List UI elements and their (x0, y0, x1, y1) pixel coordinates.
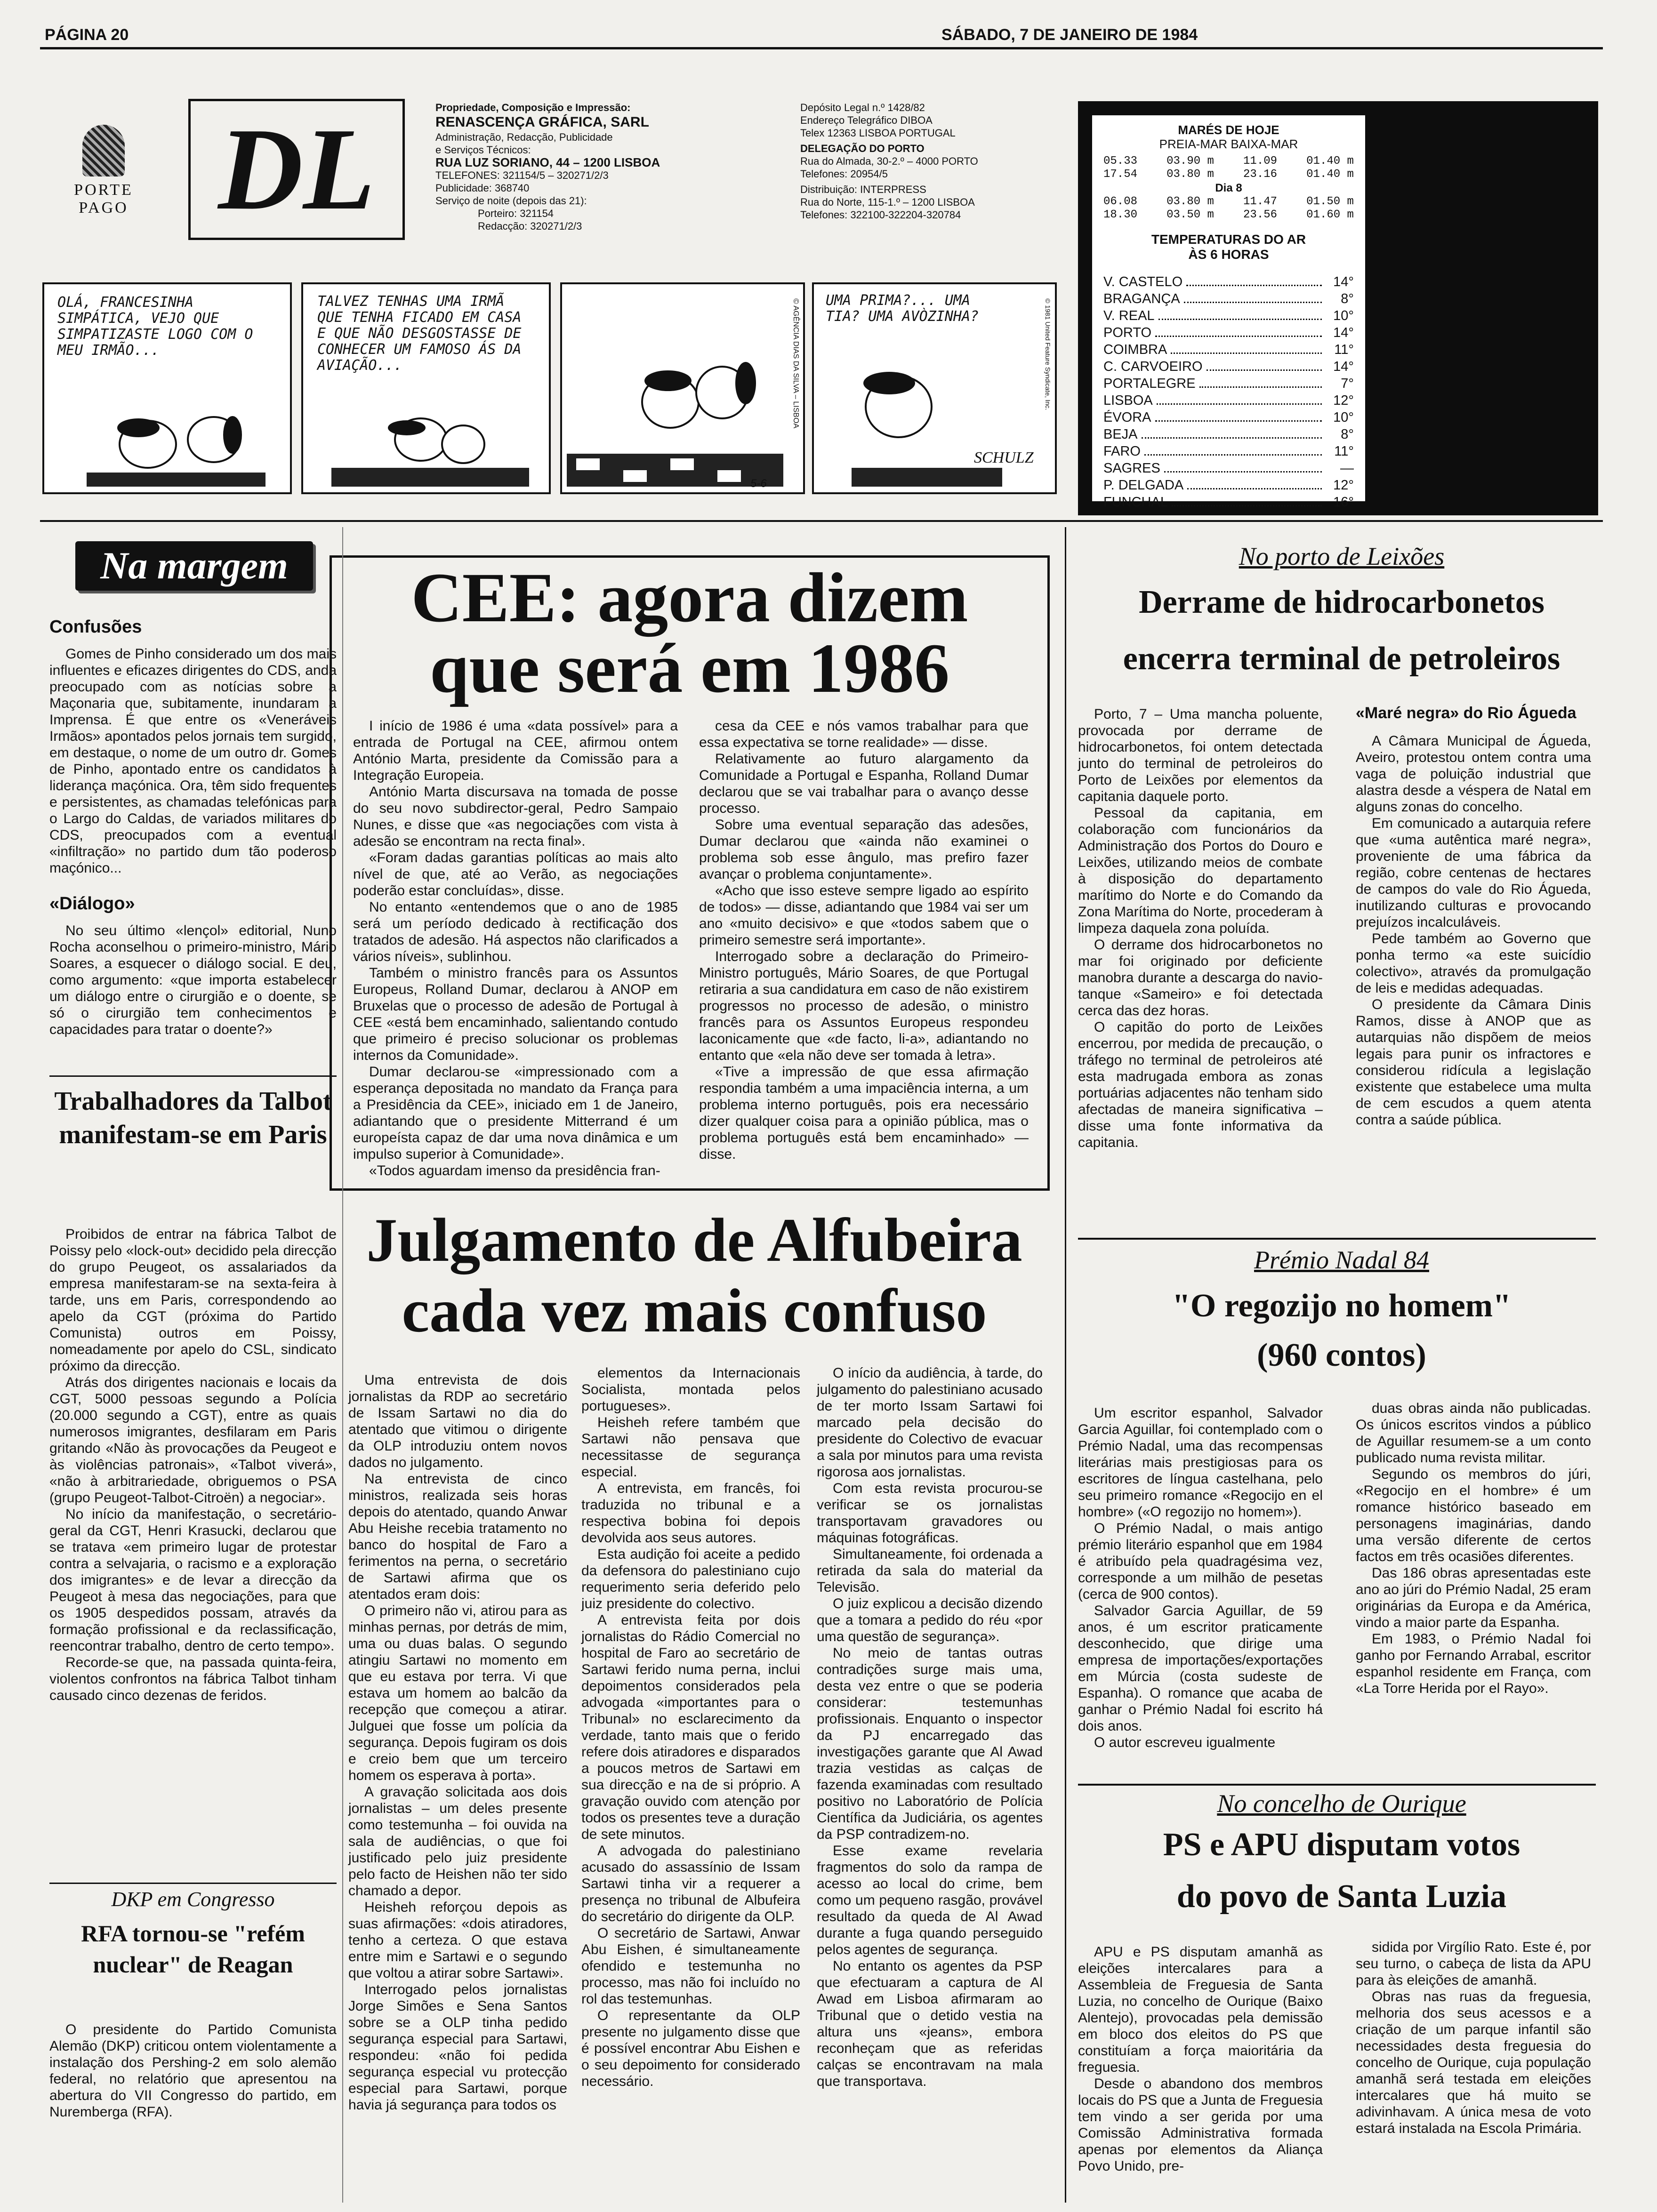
dkp-kicker: DKP em Congresso (111, 1888, 275, 1911)
leader-dots (1142, 426, 1322, 439)
leixoes-column-2-text (1356, 733, 1591, 1128)
article-paragraph: O autor escreveu igualmente (1094, 1735, 1276, 1750)
leader-dots (1158, 307, 1322, 320)
temp-value: — (1340, 461, 1354, 476)
cee-column-2 (699, 718, 1029, 1162)
temp-value: 8° (1341, 291, 1354, 306)
header-rule (40, 47, 1603, 49)
cee-headline: CEE: agora dizem (411, 559, 968, 637)
article-paragraph: Relativamente ao futuro alargamento da Comunidade a Portugal e Espanha, Rolland Dumar declarou que se vai trabalhar para o avanço desse processo. (699, 751, 1029, 816)
article-paragraph: O Prémio Nadal, o mais antigo prémio literário espanhol que em 1984 é atribuído pela quadragésima vez, corresponde a um milhão de pesetas (cerca de 900 contos). (1078, 1521, 1323, 1602)
tides-table (1103, 195, 1354, 222)
article-paragraph: Pessoal da capitania, em colaboração com funcionários da Administração dos Portos do Douro e Leixões, utilizando meios de combate à disposição do departamento marítimo do Norte e do Comando da Zona Marítima do Norte, procederam à limpeza daquela zona poluída. (1078, 805, 1323, 936)
na-margem-section (49, 617, 337, 1038)
na-margem-title: Na margem (100, 544, 288, 587)
section-rule (1078, 1784, 1596, 1786)
publisher-line: TELEFONES: 321154/5 – 320271/2/3 (435, 169, 609, 181)
column-divider (1065, 527, 1066, 2203)
leader-dots (1155, 324, 1322, 337)
article-paragraph: APU e PS disputam amanhã as eleições intercalares para a Assembleia de Freguesia de Santa Luzia, no concelho de Ourique (Baixo Alentejo), provocadas pela demissão em bloco dos eleitos do PS que constituíam a força maioritária da freguesia. (1078, 1944, 1323, 2075)
publisher-line: Propriedade, Composição e Impressão: (435, 102, 631, 113)
tides-title: MARÉS DE HOJE (1178, 123, 1279, 137)
article-paragraph: Dumar declarou-se «impressionado com a esperança depositada no mandato da França para a Presidência da CEE», iniciado em 1 de Janeiro, adiantando que o presidente Mitterrand é um europeísta capaz de dar uma nova dinâmica e um impulso superior à Comunidade». (353, 1064, 678, 1162)
leader-dots (1186, 273, 1322, 286)
leixoes-column-1 (1078, 706, 1323, 1151)
tide-cell: 03.50 m (1166, 208, 1214, 221)
masthead-logo: DL (218, 104, 375, 234)
article-paragraph: cesa da CEE e nós vamos trabalhar para que essa expectativa se torne realidade» — disse. (699, 718, 1029, 750)
nadal-headline: (960 contos) (1257, 1337, 1426, 1373)
article-paragraph: O representante da OLP presente no julgamento disse que é possível encontrar Abu Eishen e o seu depoimento for considerado necessário. (581, 2008, 800, 2089)
page-date: SÁBADO, 7 DE JANEIRO DE 1984 (941, 26, 1198, 44)
section-rule (40, 520, 1603, 522)
na-margem-text: No seu último «lençol» editorial, Nuno Rocha aconselhou o primeiro-ministro, Mário Soares, a esquecer o diálogo social. E deu, como argumento: «que importa estabelecer um diálogo entre o cirurgião e o doente, se só o cirurgião tem conhecimentos e capacidades para tratar o doente?» (49, 923, 337, 1037)
legal-line: Endereço Telegráfico DIBOA (800, 114, 933, 126)
leader-dots (1155, 409, 1322, 422)
article-paragraph: Em 1983, o Prémio Nadal foi ganho por Fernando Arrabal, escritor espanhol residente em França, com «La Torre Herida por el Rayo». (1356, 1631, 1591, 1696)
temp-value: 14° (1333, 359, 1354, 374)
legal-info (800, 101, 1054, 221)
leixoes-subhead: «Maré negra» do Rio Águeda (1356, 704, 1577, 722)
temp-row (1103, 273, 1354, 290)
article-paragraph: No entanto os agentes da PSP que efectuaram a captura de Al Awad em Lisboa afirmaram ao Tribunal que o detido vestia na altura uns «jeans», embora reconheçam que as referidas calças se encontravam na mala que transportava. (817, 1958, 1043, 2089)
article-paragraph: No início da manifestação, o secretário-geral da CGT, Henri Krasucki, declarou que se tratava «em primeiro lugar de protestar contra a selvajaria, o racismo e a exploração dos imigrantes» e de levar a direcção da Peugeot à mesa das negociações, para que os 1905 despedidos possam, através da formação profissional e da reclassificação, reencontrar trabalho, dentro de certo tempo». (49, 1507, 337, 1654)
tide-row (1103, 195, 1354, 208)
leader-dots (1199, 375, 1322, 388)
weather-box (1078, 101, 1598, 515)
article-paragraph: Um escritor espanhol, Salvador Garcia Aguillar, foi contemplado com o Prémio Nadal, uma das recompensas literárias mais prestigiosas para os escritores de língua castelhana, pelo seu primeiro romance «Regocijo en el hombre» («O regozijo no homem»). (1078, 1405, 1323, 1520)
ourique-column-2 (1356, 1939, 1591, 2137)
comic-signature: SCHULZ (974, 449, 1034, 466)
comic-balloon: OLÁ, FRANCESINHA SIMPÁTICA, VEJO QUE SIMPATIZASTE LOGO COM O MEU IRMÃO... (57, 294, 253, 359)
article-paragraph: Segundo os membros do júri, «Regocijo en el hombre» é um romance histórico baseado em personagens imaginárias, dando uma versão diferente de certos factos em três ocasiões diferentes. (1356, 1467, 1591, 1564)
dkp-headline: RFA tornou-se "refém nuclear" de Reagan (81, 1920, 305, 1978)
nadal-column-2 (1356, 1400, 1591, 1697)
temp-row (1103, 443, 1354, 460)
temp-value: 10° (1333, 410, 1354, 425)
publisher-line: e Serviços Técnicos: (435, 144, 531, 156)
snoopy-drawing-icon (72, 388, 275, 491)
temp-city: PORTO (1103, 325, 1152, 340)
tide-cell: 03.80 m (1166, 168, 1214, 181)
article-paragraph: I início de 1986 é uma «data possível» para a entrada de Portugal na CEE, afirmou ontem António Marta, presidente da Comissão para a Integração Europeia. (353, 718, 678, 783)
leader-dots (1184, 290, 1322, 303)
alfubeira-headline: cada vez mais confuso (402, 1276, 987, 1345)
tide-cell: 23.16 (1243, 168, 1278, 181)
temp-city: COIMBRA (1103, 342, 1167, 357)
column-divider (342, 527, 343, 2203)
tide-row (1103, 168, 1354, 181)
leader-dots (1187, 477, 1322, 489)
tide-row (1103, 155, 1354, 168)
temp-city: BEJA (1103, 427, 1138, 442)
comic-panel-2 (301, 282, 551, 494)
tide-cell: 01.40 m (1306, 155, 1354, 168)
article-paragraph: Em comunicado a autarquia refere que «uma autêntica maré negra», proveniente de uma fábrica da região, cobre centenas de hectares de campos do vale do Rio Águeda, inutilizando culturas e provocando prejuízos incalculáveis. (1356, 816, 1591, 930)
alfubeira-column-3 (817, 1365, 1043, 2090)
alfubeira-column-2 (581, 1365, 800, 2090)
comic-date: 5-6 (750, 477, 767, 490)
article-paragraph: Porto, 7 – Uma mancha poluente, provocada por derrame de hidrocarbonetos, foi ontem detectada junto do terminal de petroleiros do Porto de Leixões por elementos da capitania daquele porto. (1078, 706, 1323, 804)
leixoes-headline: encerra terminal de petroleiros (1123, 641, 1560, 677)
article-paragraph: A entrevista feita por dois jornalistas do Rádio Comercial no hospital de Faro ao secretário de Sartawi ferido numa perna, inclui depoimentos considerados pela advogada «importantes para o Tribunal» no esclarecimento da verdade, tanto mais que o ferido refere dois atiradores e disparados a poucos metros de Sartawi em sua direcção e na de si próprio. A gravação ouvido com atenção por todos os presentes teve a duração de sete minutos. (581, 1612, 800, 1842)
article-paragraph: Interrogado sobre a declaração do Primeiro-Ministro português, Mário Soares, de que Portugal retiraria a sua candidatura em caso de não existirem progressos no processo de adesão, o ministro francês para os Assuntos Europeus respondeu laconicamente que «de facto, li-a», adiantando no entanto que «ela não deve ser tomada à letra». (699, 949, 1029, 1063)
snoopy-drawing-icon (823, 341, 1012, 491)
article-paragraph: O juiz explicou a decisão dizendo que a tomara a pedido do réu «por uma questão de segurança». (817, 1596, 1043, 1644)
tides-table (1103, 155, 1354, 181)
alfubeira-column-1 (348, 1372, 567, 2113)
comic-credit: © 1981 United Feature Syndicate, Inc. (1044, 298, 1052, 410)
publisher-address: RUA LUZ SORIANO, 44 – 1200 LISBOA (435, 155, 660, 169)
comic-balloon: TALVEZ TENHAS UMA IRMÃ QUE TENHA FICADO EM CASA E QUE NÃO DESGOSTASSE DE CONHECER UM FAMOSO ÁS DA AVIAÇÃO... (317, 293, 522, 374)
article-paragraph: O secretário de Sartawi, Anwar Abu Eishen, é simultaneamente ofendido e testemunha no processo, mas não foi incluído no rol das testemunhas. (581, 1925, 800, 2007)
temp-row (1103, 324, 1354, 341)
masthead-logo-box (188, 99, 405, 240)
temp-value: 16° (1333, 495, 1354, 510)
page-number: PÁGINA 20 (45, 26, 129, 44)
porte-pago-label: PORTE PAGO (74, 181, 133, 216)
article-paragraph: O derrame dos hidrocarbonetos no mar foi originado por deficiente manobra durante a descarga do navio-tanque «Sameiro» e foi detectada cerca das dez horas. (1078, 937, 1323, 1018)
article-paragraph: Salvador Garcia Aguillar, de 59 anos, é um escritor praticamente desconhecido, que dirige uma empresa de importações/exportações em Múrcia (costa sudeste de Espanha). O romance que acaba de ganhar o Prémio Nadal foi escrito há dois anos. (1078, 1603, 1323, 1734)
temp-city: SAGRES (1103, 461, 1160, 476)
publisher-line: Administração, Redacção, Publicidade (435, 131, 613, 143)
article-paragraph: Sobre uma eventual separação das adesões, Dumar declarou que «ainda não examinei o problema sob esse ângulo, mas prefiro fazer avançar o problema conjuntamente». (699, 817, 1029, 882)
legal-line: Depósito Legal n.º 1428/82 (800, 102, 925, 113)
publisher-info (435, 101, 756, 232)
article-paragraph: No meio de tantas outras contradições surge mais uma, desta vez entre o que se poderia considerar: testemunhas profissionais. Enquanto o inspector da PJ encarregado das investigações garante que Al Awad trazia vestidas as calças de fazenda examinadas com resultado positivo no Laboratório de Polícia Científica da Judiciária, os agentes da PSP contradizem-no. (817, 1645, 1043, 1842)
article-paragraph: Esse exame revelaria fragmentos do solo da rampa de acesso ao local do crime, bem como um pequeno rasgão, provável resultado da queda de Al Awad durante a fuga quando perseguido pelos agentes de segurança. (817, 1843, 1043, 1957)
talbot-headline: Trabalhadores da Talbot manifestam-se em Paris (54, 1087, 332, 1149)
comic-panel-3 (560, 282, 805, 494)
comic-credit: © AGÊNCIA DIAS DA SILVA – LISBOA (792, 298, 800, 429)
column-rule (49, 1883, 337, 1884)
tide-cell: 01.50 m (1306, 195, 1354, 208)
article-paragraph: elementos da Internacionais Socialista, montada pelos portugueses». (581, 1365, 800, 1414)
tide-cell: 18.30 (1103, 208, 1138, 221)
snoopy-drawing-icon (322, 411, 534, 491)
legal-line: Telefones: 20954/5 (800, 168, 888, 180)
publisher-line: Porteiro: 321154 (478, 208, 554, 219)
temp-city: V. CASTELO (1103, 274, 1183, 289)
article-paragraph: A Câmara Municipal de Águeda, Aveiro, protestou ontem contra uma vaga de poluição industrial que alastra desde a véspera de Natal em alguns zonas do concelho. (1356, 733, 1591, 815)
temp-city: P. DELGADA (1103, 478, 1184, 493)
article-paragraph: Das 186 obras apresentadas este ano ao júri do Prémio Nadal, 25 eram originárias da Europa e da América, vindo a maior parte da Espanha. (1356, 1565, 1591, 1630)
tide-cell: 01.60 m (1306, 208, 1354, 221)
section-rule (1078, 1238, 1596, 1240)
article-paragraph: António Marta discursava na tomada de posse do seu novo subdirector-geral, Pedro Sampaio Nunes, e disse que «as negociações com vista à adesão se encontram na recta final». (353, 784, 678, 849)
legal-line: Telefones: 322100-322204-320784 (800, 209, 961, 221)
nadal-headline: "O regozijo no homem" (1172, 1288, 1511, 1324)
temp-row (1103, 460, 1354, 477)
leixoes-column-2 (1356, 704, 1591, 1128)
legal-line: Rua do Almada, 30-2.º – 4000 PORTO (800, 155, 978, 167)
article-paragraph: Na entrevista de cinco ministros, realizada seis horas depois do atentado, quando Anwar Abu Heishe recebia tratamento no banco do hospital de Faro a ferimentos na perna, o secretário de Sartawi afirma que os atentados eram dois: (348, 1471, 567, 1602)
temps-subtitle: ÀS 6 HORAS (1188, 247, 1269, 262)
na-margem-subhead: «Diálogo» (49, 894, 135, 914)
article-paragraph: Heisheh reforçou depois as suas afirmações: «dois atiradores, tenho a certeza. O que estava entre mim e Sartawi e o segundo que voltou a atirar sobre Sartawi». (348, 1899, 567, 1981)
temp-row (1103, 290, 1354, 307)
article-paragraph: O início da audiência, à tarde, do julgamento do palestiniano acusado de ter morto Issam Sartawi foi marcado pela decisão do presidente do Colectivo de evacuar a sala por minutos para uma revista rigorosa aos jornalistas. (817, 1365, 1043, 1480)
temp-city: FUNCHAL (1103, 495, 1168, 510)
leader-dots (1172, 494, 1322, 506)
leader-dots (1207, 358, 1322, 371)
article-paragraph: O presidente da Câmara Dinis Ramos, disse à ANOP que as autarquias não dispõem de meios legais para punir os infractores e considerou ridícula a legislação existente que estabelece uma multa de cem escudos a quem atenta contra a saúde pública. (1356, 997, 1591, 1128)
temp-row (1103, 477, 1354, 494)
column-rule (49, 1075, 337, 1077)
publisher-line: Publicidade: 368740 (435, 182, 530, 194)
publisher-name: RENASCENÇA GRÁFICA, SARL (435, 114, 649, 130)
tide-cell: 23.56 (1243, 208, 1278, 221)
porte-pago-stamp (61, 106, 146, 214)
temp-value: 12° (1333, 393, 1354, 408)
temp-city: C. CARVOEIRO (1103, 359, 1203, 374)
tide-cell: 17.54 (1103, 168, 1138, 181)
article-paragraph: Obras nas ruas da freguesia, melhoria dos seus acessos e a criação de um parque infantil são necessidades desta freguesia do concelho de Ourique, cuja população amanhã será testada em eleições intercalares que há muito se adivinhavam. A única mesa de voto estará instalada na Escola Primária. (1356, 1989, 1591, 2136)
article-paragraph: «Foram dadas garantias políticas ao mais alto nível de que, até ao Verão, as negociações poderão estar concluídas», disse. (353, 850, 678, 898)
snoopy-drawing-icon (562, 284, 805, 494)
temp-row (1103, 392, 1354, 409)
legal-line: Rua do Norte, 115-1.º – 1200 LISBOA (800, 196, 975, 208)
article-paragraph: Desde o abandono dos membros locais do PS que a Junta de Freguesia tem vindo a ser gerida por uma Comissão Administrativa formada apenas por elementos da Aliança Povo Unido, pre- (1078, 2076, 1323, 2174)
temp-city: FARO (1103, 444, 1141, 459)
leader-dots (1171, 341, 1322, 354)
cee-headline: que será em 1986 (430, 629, 949, 707)
nadal-kicker: Prémio Nadal 84 (1254, 1246, 1429, 1274)
temp-value: 7° (1341, 376, 1354, 391)
temp-row (1103, 307, 1354, 324)
temp-value: 12° (1333, 478, 1354, 493)
article-paragraph: O capitão do porto de Leixões encerrou, por medida de precaução, o tráfego no terminal de petroleiros até esta madrugada embora as zonas portuárias adjacentes não tenham sido afectadas de maneira significativa – disse uma fonte informativa da capitania. (1078, 1019, 1323, 1150)
dkp-article: O presidente do Partido Comunista Alemão (DKP) criticou ontem violentamente a instalação dos Pershing-2 em solo alemão federal, no relatório que apresentou na abertura do VII Congresso do partido, em Nuremberga (RFA). (49, 2022, 337, 2120)
temp-value: 11° (1334, 444, 1354, 459)
weather-panel (1092, 115, 1365, 510)
temp-row (1103, 426, 1354, 443)
publisher-line: Serviço de noite (depois das 21): (435, 195, 587, 207)
article-paragraph: Heisheh refere também que Sartawi não pensava que necessitasse de segurança especial. (581, 1415, 800, 1480)
article-paragraph: «Todos aguardam imenso da presidência fran- (369, 1163, 660, 1178)
temp-value: 11° (1334, 342, 1354, 357)
legal-line: DELEGAÇÃO DO PORTO (800, 143, 925, 154)
tides-day-label: Dia 8 (1215, 182, 1242, 194)
tides-subtitle: PREIA-MAR BAIXA-MAR (1159, 137, 1298, 151)
temp-row (1103, 409, 1354, 426)
ourique-headline: PS e APU disputam votos (1163, 1827, 1520, 1863)
tide-cell: 06.08 (1103, 195, 1138, 208)
temp-row (1103, 375, 1354, 392)
na-margem-banner (75, 541, 313, 591)
legal-line: Distribuição: INTERPRESS (800, 184, 926, 195)
comic-panel-1 (42, 282, 292, 494)
temp-row (1103, 341, 1354, 358)
temp-city: BRAGANÇA (1103, 291, 1180, 306)
temp-city: LISBOA (1103, 393, 1153, 408)
na-margem-text: Gomes de Pinho considerado um dos mais influentes e eficazes dirigentes do CDS, anda preocupado com as notícias sobre a Maçonaria que, subitamente, inundaram a Imprensa. É que entre os «Veneráveis Irmãos» apontados pelos jornais tem surgido, em destaque, o nome de um outro dr. Gomes de Pinho, apontado entre os candidatos à liderança maçónica. Ora, têm sido frequentes e persistentes, as chamadas telefónicas para o Largo do Caldas, de variados militares do CDS, preocupados com a eventual «infiltração» no partido dum tão poderoso maçónico... (49, 646, 337, 876)
article-paragraph: O primeiro não vi, atirou para as minhas pernas, por detrás de mim, uma ou duas balas. O segundo atingiu Sartawi no momento em que eu estava por terra. Vi que estava um homem ao balcão da recepção que começou a atirar. Julguei que fosse um polícia da segurança. Depois fugiram os dois e creio bem que um terceiro homem os esperava à porta». (348, 1603, 567, 1783)
temp-city: PORTALEGRE (1103, 376, 1196, 391)
temp-row (1103, 358, 1354, 375)
legal-line: Telex 12363 LISBOA PORTUGAL (800, 127, 956, 139)
temp-value: 14° (1333, 325, 1354, 340)
leixoes-kicker: No porto de Leixões (1239, 542, 1445, 570)
temp-value: 14° (1333, 274, 1354, 289)
nadal-column-1 (1078, 1405, 1323, 1751)
alfubeira-headline: Julgamento de Alfubeira (366, 1205, 1022, 1274)
tide-cell: 11.47 (1243, 195, 1278, 208)
tide-cell: 03.90 m (1166, 155, 1214, 168)
comic-balloon: UMA PRIMA?... UMA TIA? UMA AVÒZINHA? (826, 292, 979, 325)
leixoes-headline: Derrame de hidrocarbonetos (1139, 584, 1544, 620)
leader-dots (1157, 392, 1322, 405)
article-paragraph: A gravação solicitada aos dois jornalistas – um deles presente como testemunha – foi ouvida na sala de audiências, o que foi justificado pelo juiz presidente pelo facto de Heishen não ter sido chamado a depor. (348, 1784, 567, 1899)
ourique-kicker: No concelho de Ourique (1217, 1789, 1466, 1818)
temps-list (1103, 273, 1354, 511)
temp-value: 10° (1333, 308, 1354, 323)
article-paragraph: «Tive a impressão de que essa afirmação respondia também a uma impaciência interna, a um problema interno português, pois era necessário dizer qualquer coisa para a opinião pública, mas o problema português está bem encaminhado» — disse. (699, 1064, 1029, 1162)
leader-dots (1164, 460, 1322, 473)
article-paragraph: Recorde-se que, na passada quinta-feira, violentos confrontos na fábrica Talbot tinham causado cinco dezenas de feridos. (49, 1655, 337, 1703)
temp-row (1103, 494, 1354, 511)
article-paragraph: Simultaneamente, foi ordenada a retirada da sala do material da Televisão. (817, 1547, 1043, 1595)
na-margem-subhead: Confusões (49, 617, 142, 637)
coat-of-arms-icon (82, 125, 125, 176)
ourique-column-1 (1078, 1944, 1323, 2174)
tide-cell: 03.80 m (1166, 195, 1214, 208)
temps-title: TEMPERATURAS DO AR (1151, 232, 1306, 247)
comic-panel-4 (812, 282, 1057, 494)
article-paragraph: duas obras ainda não publicadas. Os únicos escritos vindos a público de Aguillar resumem-se a um conto publicado numa revista militar. (1356, 1401, 1591, 1466)
article-paragraph: Interrogado pelos jornalistas Jorge Simões e Sena Santos sobre se a OLP tinha pedido segurança especial para Sartawi, respondeu: «não foi pedida segurança especial vu protecção especial para Sartawi, porque havia já segurança para todos os (348, 1982, 567, 2113)
temp-city: V. REAL (1103, 308, 1155, 323)
article-paragraph: Atrás dos dirigentes nacionais e locais da CGT, 5000 pessoas segundo a Polícia (20.000 segundo a CGT), entre as quais numerosos imigrantes, desfilaram em Paris gritando «Não às provocações da Peugeot e às violências patronais», «Talbot viverá», «não à arbitrariedade, obriguemos o PSA (grupo Peugeot-Talbot-Citroën) a negociar». (49, 1375, 337, 1506)
article-paragraph: A entrevista, em francês, foi traduzida no tribunal e a respectiva bobina foi depois devolvida aos seus autores. (581, 1481, 800, 1546)
article-paragraph: No entanto «entendemos que o ano de 1985 será um período dedicado à rectificação dos tratados de adesão. Há aspectos não clarificados a vários níveis», sublinhou. (353, 899, 678, 964)
article-paragraph: Esta audição foi aceite a pedido da defensora do palestiniano cujo requerimento seria deferido pelo juiz presidente do colectivo. (581, 1547, 800, 1611)
tide-cell: 01.40 m (1306, 168, 1354, 181)
article-paragraph: Com esta revista procurou-se verificar se os jornalistas transportavam gravadores ou máquinas fotográficas. (817, 1481, 1043, 1546)
temp-value: 8° (1341, 427, 1354, 442)
article-paragraph: Uma entrevista de dois jornalistas da RDP ao secretário de Issam Sartawi no dia do atentado que vitimou o dirigente da OLP introduziu ontem novos dados no julgamento. (348, 1372, 567, 1470)
tide-cell: 05.33 (1103, 155, 1138, 168)
publisher-line: Redacção: 320271/2/3 (478, 220, 582, 232)
article-paragraph: A advogada do palestiniano acusado do assassínio de Issam Sartawi tinha vir a requerer a presença no tribunal de Albufeira do secretário do dirigente da OLP. (581, 1843, 800, 1924)
ourique-headline: do povo de Santa Luzia (1176, 1878, 1507, 1915)
article-paragraph: Proibidos de entrar na fábrica Talbot de Poissy pelo «lock-out» decidido pela direcção do grupo Peugeot, os assalariados da empresa manifestaram-se na sexta-feira à tarde, uns em Paris, correspondendo ao apelo da CGT (próxima do Partido Comunista) outros em Poissy, nomeadamente por apelo do CSL, sindicato próximo da direcção. (49, 1226, 337, 1374)
cee-column-1 (353, 718, 678, 1179)
article-paragraph: Pede também ao Governo que ponha termo «a este suicídio colectivo», através da promulgação de leis e medidas adequadas. (1356, 931, 1591, 996)
tide-cell: 11.09 (1243, 155, 1278, 168)
article-paragraph: sidida por Virgílio Rato. Este é, por seu turno, o cabeça de lista da APU para às eleições de amanhã. (1356, 1940, 1591, 1988)
leader-dots (1144, 443, 1322, 456)
article-paragraph: Também o ministro francês para os Assuntos Europeus, Rolland Dumar, declarou à ANOP em Bruxelas que o processo de adesão de Portugal à CEE «está bem encaminhado, salientando contudo que primeiro é preciso solucionar os problemas internos da Comunidade». (353, 965, 678, 1063)
temp-city: ÉVORA (1103, 410, 1151, 425)
article-paragraph: «Acho que isso esteve sempre ligado ao espírito de todos» — disse, adiantando que 1984 vai ser um ano «muito decisivo» e que «todos sabem que o primeiro semestre será importante». (699, 883, 1029, 948)
tide-row (1103, 208, 1354, 222)
talbot-article (49, 1226, 337, 1704)
